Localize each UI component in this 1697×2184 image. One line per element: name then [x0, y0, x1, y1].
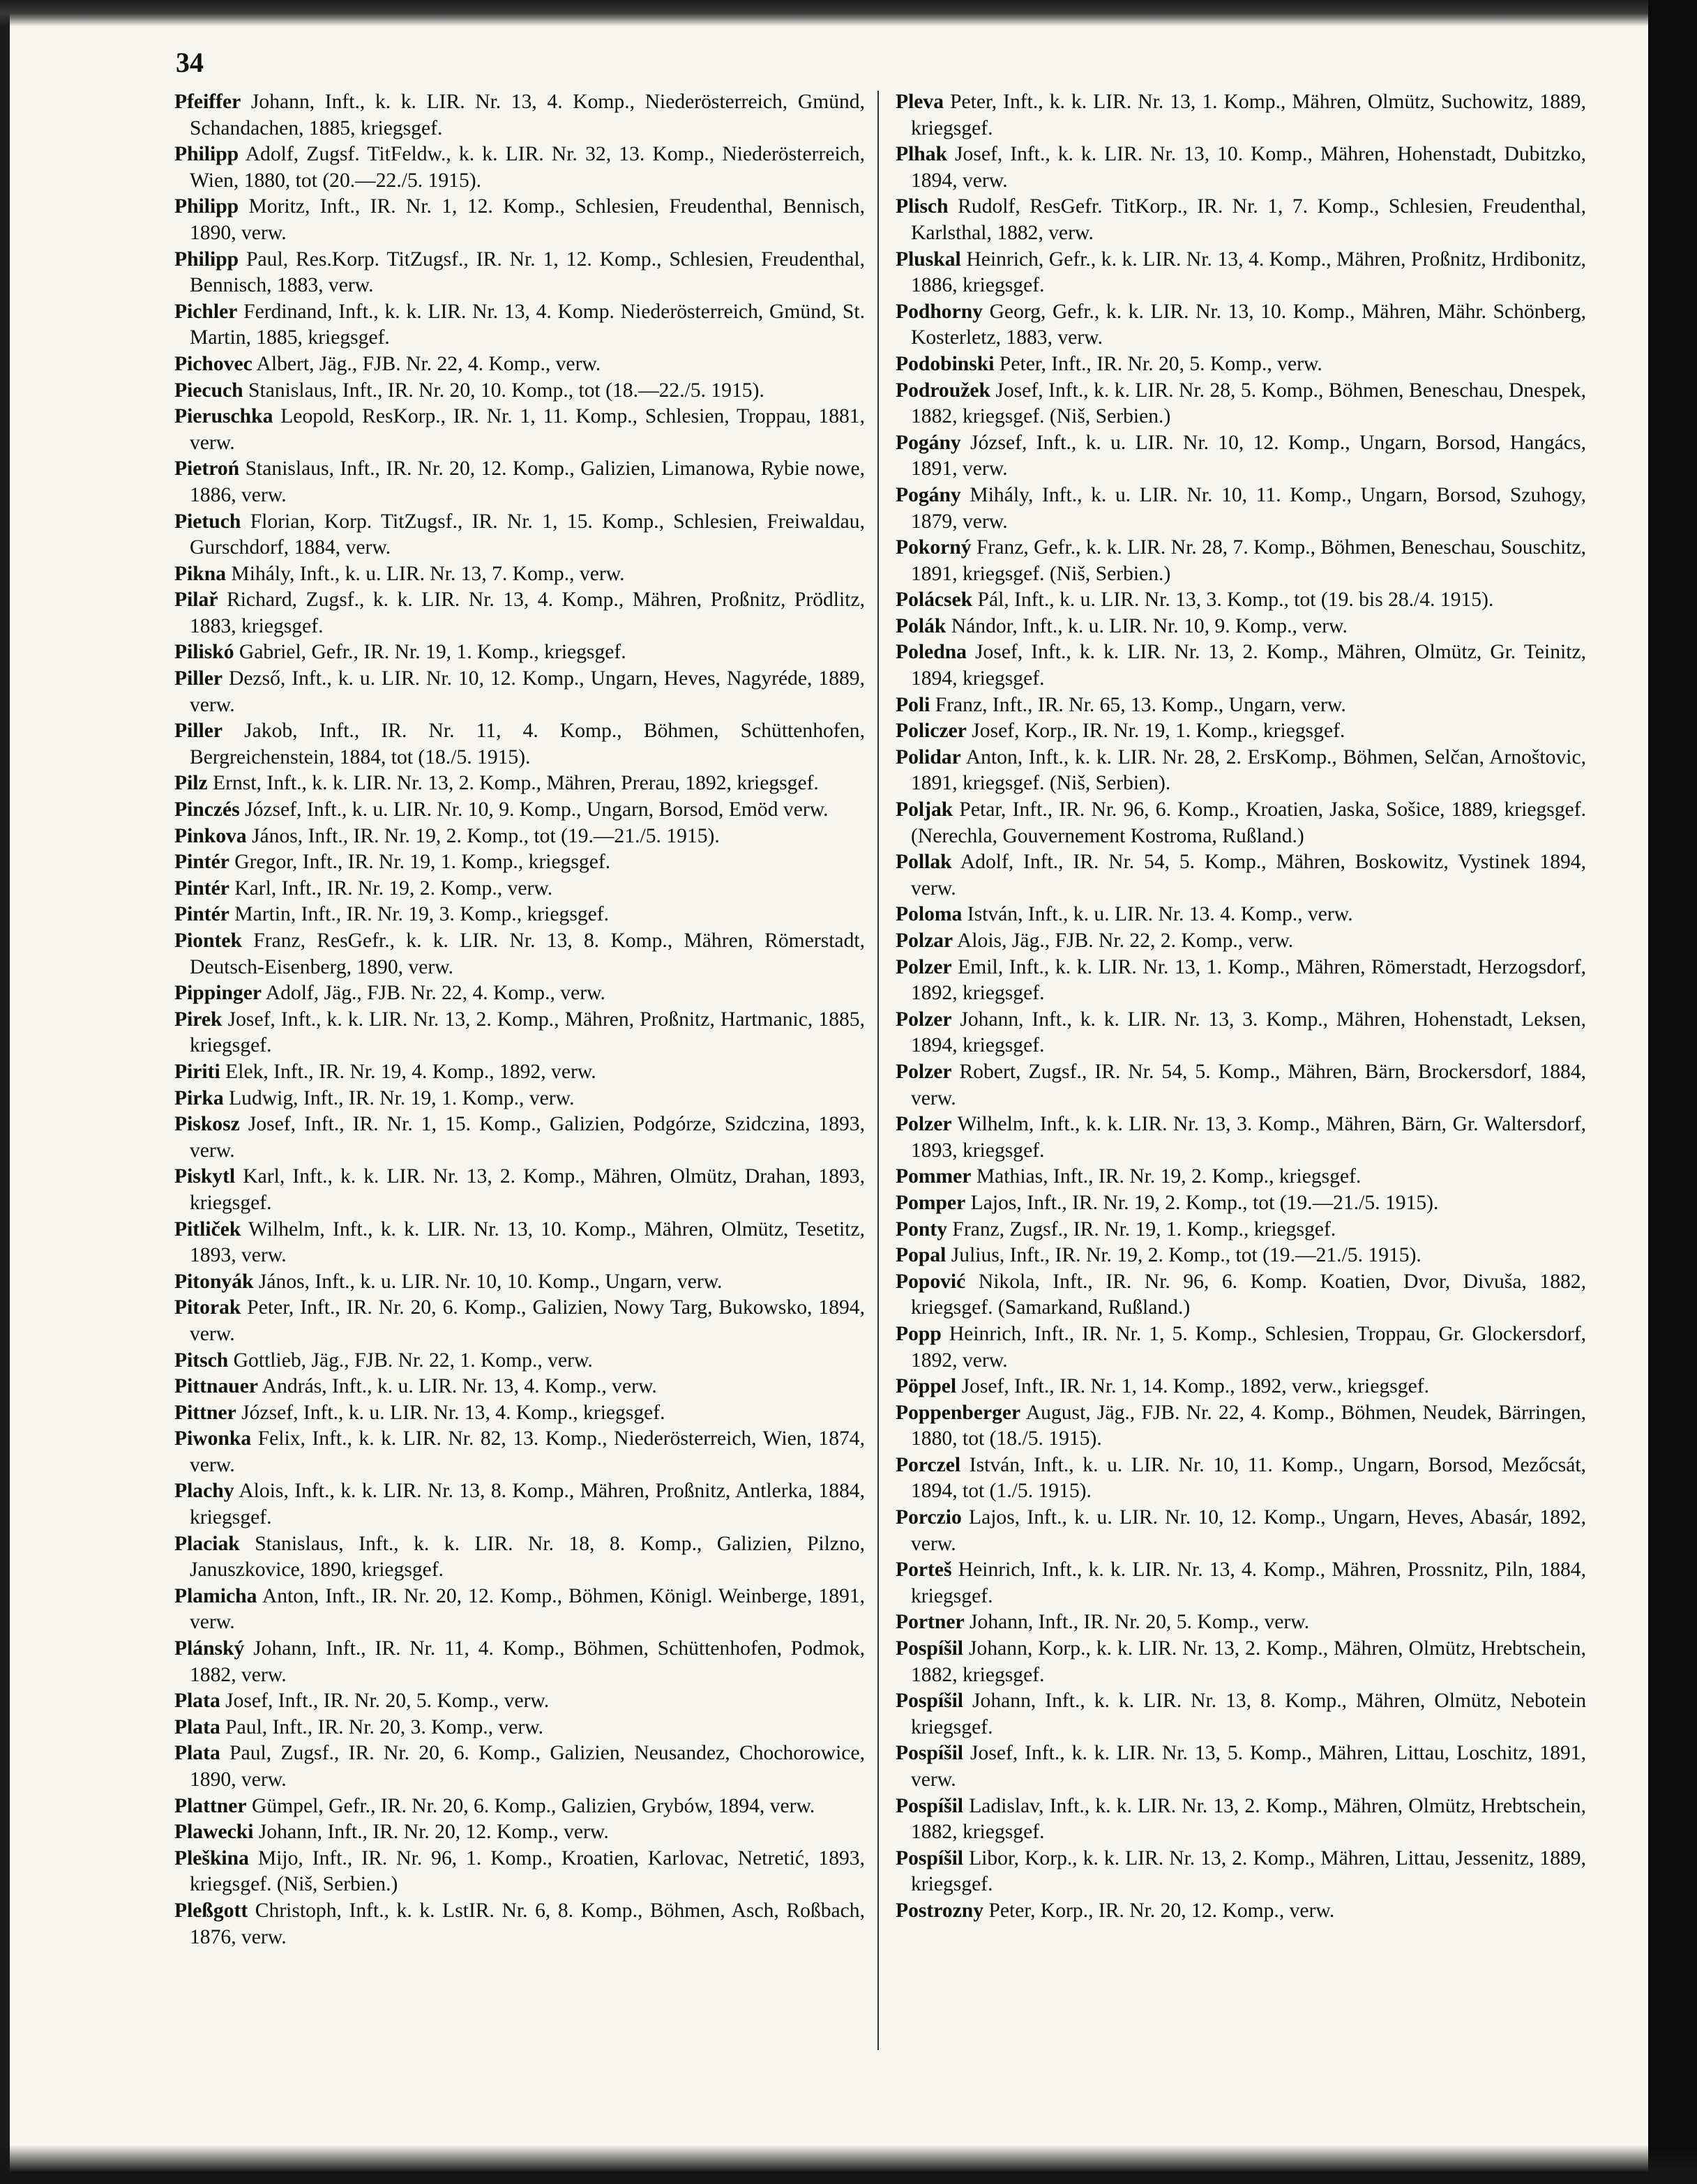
entry-details: Heinrich, Gefr., k. k. LIR. Nr. 13, 4. Komp., Mähren, Proßnitz, Hrdibonitz, 1886, kriegsgef.	[911, 248, 1587, 297]
register-entry	[896, 247, 1586, 299]
entry-details: Nándor, Inft., k. u. LIR. Nr. 10, 9. Komp., verw.	[951, 614, 1348, 637]
register-entry	[174, 1217, 865, 1269]
register-entry	[174, 561, 865, 588]
entry-details: Heinrich, Inft., IR. Nr. 1, 5. Komp., Schlesien, Troppau, Gr. Glockersdorf, 1892, verw.	[911, 1322, 1586, 1372]
register-entry	[896, 1636, 1586, 1688]
entry-surname: Piller	[174, 720, 223, 743]
entry-surname: Polák	[896, 614, 946, 637]
entry-surname: Pleva	[896, 91, 944, 113]
entry-surname: Pintér	[174, 877, 229, 900]
register-entry	[174, 1688, 865, 1715]
entry-details: Johann, Inft., IR. Nr. 20, 5. Komp., verw.	[970, 1611, 1310, 1634]
entry-details: Ladislav, Inft., k. k. LIR. Nr. 13, 2. Komp., Mähren, Olmütz, Hrebtschein, 1882, kriegsgef.	[911, 1794, 1586, 1844]
entry-surname: Philipp	[174, 248, 239, 271]
entry-details: János, Inft., k. u. LIR. Nr. 10, 10. Komp., Ungarn, verw.	[258, 1270, 723, 1293]
entry-details: Josef, Inft., IR. Nr. 1, 14. Komp., 1892, verw., kriegsgef.	[961, 1375, 1429, 1398]
entry-surname: Pikna	[174, 562, 227, 585]
entry-surname: Poloma	[896, 903, 963, 926]
entry-details: Moritz, Inft., IR. Nr. 1, 12. Komp., Schlesien, Freudenthal, Bennisch, 1890, verw.	[190, 195, 865, 244]
entry-details: Anton, Inft., k. k. LIR. Nr. 28, 2. ErsKomp., Böhmen, Selčan, Arnoštovic, 1891, kriegsgef. (Niš, Serbien).	[911, 745, 1586, 795]
entry-surname: Pintér	[174, 851, 229, 874]
entry-details: Gabriel, Gefr., IR. Nr. 19, 1. Komp., kriegsgef.	[239, 641, 626, 664]
entry-details: Peter, Korp., IR. Nr. 20, 12. Komp., verw.	[988, 1899, 1335, 1922]
entry-details: Gregor, Inft., IR. Nr. 19, 1. Komp., kriegsgef.	[234, 851, 611, 874]
entry-details: Josef, Inft., IR. Nr. 20, 5. Komp., verw.	[225, 1690, 550, 1713]
entry-details: Alois, Jäg., FJB. Nr. 22, 2. Komp., verw.	[956, 930, 1294, 952]
register-entry	[896, 1059, 1586, 1112]
entry-details: Mathias, Inft., IR. Nr. 19, 2. Komp., kriegsgef.	[976, 1165, 1362, 1188]
entry-surname: Pitliček	[174, 1218, 241, 1241]
entry-surname: Plattner	[174, 1794, 247, 1817]
register-entry	[896, 797, 1586, 849]
entry-surname: Pilz	[174, 772, 208, 795]
entry-surname: Pospíšil	[896, 1690, 964, 1713]
register-entry	[174, 1741, 865, 1793]
register-entry	[174, 666, 865, 718]
register-entry	[174, 639, 865, 666]
entry-details: Christoph, Inft., k. k. LstIR. Nr. 6, 8. Komp., Böhmen, Asch, Roßbach, 1876, verw.	[190, 1899, 865, 1948]
register-entry	[896, 1321, 1586, 1374]
entry-details: Martin, Inft., IR. Nr. 19, 3. Komp., kriegsgef.	[234, 903, 610, 926]
entry-details: Paul, Inft., IR. Nr. 20, 3. Komp., verw.	[225, 1715, 544, 1738]
entry-surname: Popal	[896, 1244, 946, 1267]
register-entry	[896, 1557, 1586, 1609]
register-entry	[174, 1400, 865, 1427]
column-divider	[877, 91, 879, 2050]
entry-surname: Podroužek	[896, 379, 990, 402]
register-entry	[174, 1348, 865, 1374]
register-entry	[896, 1741, 1586, 1793]
entry-surname: Portner	[896, 1611, 965, 1634]
register-entry	[896, 1846, 1586, 1898]
entry-details: Dezső, Inft., k. u. LIR. Nr. 10, 12. Komp., Ungarn, Heves, Nagyréde, 1889, verw.	[190, 667, 865, 716]
entry-surname: Polzer	[896, 955, 952, 978]
register-entry	[896, 902, 1586, 928]
register-entry	[174, 1636, 865, 1688]
register-entry	[174, 771, 865, 797]
entry-details: Franz, Zugsf., IR. Nr. 19, 1. Komp., kriegsgef.	[952, 1218, 1336, 1241]
entry-surname: Piller	[174, 667, 223, 690]
register-entry	[174, 849, 865, 876]
entry-details: Ferdinand, Inft., k. k. LIR. Nr. 13, 4. Komp. Niederösterreich, Gmünd, St. Martin, 1885, kriegsgef.	[190, 300, 865, 349]
entry-details: Josef, Inft., k. k. LIR. Nr. 13, 5. Komp., Mähren, Littau, Loschitz, 1891, verw.	[911, 1742, 1586, 1791]
register-entry	[896, 1269, 1586, 1321]
entry-details: Ernst, Inft., k. k. LIR. Nr. 13, 2. Komp., Mähren, Prerau, 1892, kriegsgef.	[213, 772, 819, 795]
register-entry	[896, 955, 1586, 1007]
entry-surname: Pieruschka	[174, 405, 273, 428]
register-entry	[896, 1243, 1586, 1269]
entry-surname: Plánský	[174, 1637, 245, 1660]
entry-surname: Pospíšil	[896, 1794, 964, 1817]
entry-surname: Pichovec	[174, 352, 252, 375]
entry-surname: Piecuch	[174, 379, 243, 402]
entry-details: Wilhelm, Inft., k. k. LIR. Nr. 13, 10. Komp., Mähren, Olmütz, Tesetitz, 1893, verw.	[190, 1218, 865, 1267]
entry-surname: Pokorný	[896, 536, 972, 559]
entry-surname: Pietroń	[174, 457, 240, 480]
entry-details: Adolf, Zugsf. TitFeldw., k. k. LIR. Nr. 32, 13. Komp., Niederösterreich, Wien, 1880, tot (20.—22./5. 1915).	[190, 143, 866, 192]
entry-details: József, Inft., k. u. LIR. Nr. 10, 9. Komp., Ungarn, Borsod, Emöd verw.	[245, 798, 829, 821]
entry-surname: Piriti	[174, 1060, 220, 1083]
entry-details: Ludwig, Inft., IR. Nr. 19, 1. Komp., verw.	[229, 1086, 575, 1109]
entry-surname: Placiak	[174, 1532, 240, 1555]
entry-details: Jakob, Inft., IR. Nr. 11, 4. Komp., Böhmen, Schüttenhofen, Bergreichenstein, 1884, tot (18./5. 1915).	[190, 720, 865, 768]
entry-details: Georg, Gefr., k. k. LIR. Nr. 13, 10. Komp., Mähren, Mähr. Schönberg, Kosterletz, 1883, verw.	[911, 300, 1586, 349]
entry-surname: Pfeiffer	[174, 91, 241, 113]
entry-details: Paul, Zugsf., IR. Nr. 20, 6. Komp., Galizien, Neusandez, Chochorowice, 1890, verw.	[190, 1742, 865, 1791]
entry-details: Robert, Zugsf., IR. Nr. 54, 5. Komp., Mähren, Bärn, Brockersdorf, 1884, verw.	[911, 1060, 1586, 1109]
entry-details: Petar, Inft., IR. Nr. 96, 6. Komp., Kroatien, Jaska, Sošice, 1889, kriegsgef. (Nerechla, Gouvernement Kostroma, Rußland.)	[911, 798, 1586, 847]
entry-surname: Piskosz	[174, 1113, 240, 1136]
register-entry	[174, 1794, 865, 1820]
register-entry	[174, 718, 865, 771]
entry-details: Franz, ResGefr., k. k. LIR. Nr. 13, 8. Komp., Mähren, Römerstadt, Deutsch-Eisenberg, 1890, verw.	[190, 930, 865, 978]
register-entry	[174, 247, 865, 299]
entry-details: Mihály, Inft., k. u. LIR. Nr. 13, 7. Komp., verw.	[231, 562, 625, 585]
entry-surname: Plata	[174, 1715, 220, 1738]
entry-surname: Pirek	[174, 1008, 223, 1031]
register-entry	[896, 535, 1586, 587]
entry-surname: Porczio	[896, 1506, 962, 1529]
entry-details: Heinrich, Inft., k. k. LIR. Nr. 13, 4. Komp., Mähren, Prossnitz, Piln, 1884, kriegsgef.	[911, 1559, 1586, 1607]
register-entry	[174, 89, 865, 142]
register-entry	[896, 89, 1586, 142]
register-entry	[896, 1609, 1586, 1636]
entry-details: Karl, Inft., IR. Nr. 19, 2. Komp., verw.	[234, 877, 553, 900]
register-entry	[174, 1584, 865, 1636]
entry-surname: Philipp	[174, 143, 239, 166]
register-entry	[896, 1400, 1586, 1453]
entry-surname: Pintér	[174, 903, 229, 926]
scan-border-right	[1648, 0, 1697, 2184]
entry-surname: Poljak	[896, 798, 953, 821]
register-entry	[896, 849, 1586, 902]
entry-surname: Piskytl	[174, 1165, 236, 1188]
entry-surname: Pospíšil	[896, 1846, 964, 1870]
entry-details: Julius, Inft., IR. Nr. 19, 2. Komp., tot (19.—21./5. 1915).	[951, 1244, 1421, 1267]
entry-details: István, Inft., k. u. LIR. Nr. 13. 4. Komp., verw.	[967, 903, 1353, 926]
entry-surname: Pittner	[174, 1401, 236, 1424]
register-entry	[896, 430, 1586, 483]
entry-details: Pál, Inft., k. u. LIR. Nr. 13, 3. Komp., tot (19. bis 28./4. 1915).	[977, 589, 1494, 612]
entry-surname: Plachy	[174, 1480, 234, 1503]
register-entry	[896, 378, 1586, 430]
entry-details: Peter, Inft., IR. Nr. 20, 5. Komp., verw.	[999, 352, 1322, 375]
entry-details: Anton, Inft., IR. Nr. 20, 12. Komp., Böhmen, Königl. Weinberge, 1891, verw.	[190, 1584, 866, 1634]
entry-details: Mihály, Inft., k. u. LIR. Nr. 10, 11. Komp., Ungarn, Borsod, Szuhogy, 1879, verw.	[911, 483, 1586, 533]
register-entry	[896, 745, 1586, 797]
entry-details: Florian, Korp. TitZugsf., IR. Nr. 1, 15. Komp., Schlesien, Freiwaldau, Gurschdorf, 1884, verw.	[190, 510, 865, 559]
entry-surname: Podobinski	[896, 352, 995, 375]
left-column	[174, 89, 865, 1950]
register-entry	[174, 587, 865, 639]
entry-details: Stanislaus, Inft., IR. Nr. 20, 12. Komp., Galizien, Limanowa, Rybie nowe, 1886, verw.	[190, 457, 865, 506]
entry-details: Johann, Inft., IR. Nr. 20, 12. Komp., verw.	[258, 1821, 609, 1844]
register-entry	[174, 1059, 865, 1086]
entry-surname: Piwonka	[174, 1427, 252, 1450]
entry-details: Franz, Inft., IR. Nr. 65, 13. Komp., Ungarn, verw.	[935, 693, 1346, 716]
register-entry	[174, 928, 865, 980]
entry-details: Peter, Inft., k. k. LIR. Nr. 13, 1. Komp., Mähren, Olmütz, Suchowitz, 1889, kriegsgef.	[911, 91, 1586, 139]
entry-surname: Pichler	[174, 300, 238, 323]
entry-surname: Poppenberger	[896, 1401, 1021, 1424]
entry-details: Karl, Inft., k. k. LIR. Nr. 13, 2. Komp., Mähren, Olmütz, Drahan, 1893, kriegsgef.	[190, 1165, 865, 1214]
register-entry	[896, 1688, 1586, 1741]
register-entry	[174, 1007, 865, 1059]
register-entry	[896, 1898, 1586, 1925]
entry-surname: Piliskó	[174, 641, 234, 664]
entry-surname: Pollak	[896, 851, 952, 874]
register-entry	[174, 1086, 865, 1112]
register-entry	[174, 299, 865, 351]
entry-details: József, Inft., k. u. LIR. Nr. 10, 12. Komp., Ungarn, Borsod, Hangács, 1891, verw.	[911, 431, 1586, 480]
entry-details: Paul, Res.Korp. TitZugsf., IR. Nr. 1, 12. Komp., Schlesien, Freudenthal, Bennisch, 1883, verw.	[190, 248, 865, 297]
entry-surname: Pomper	[896, 1191, 966, 1214]
register-entry	[896, 194, 1586, 246]
entry-details: Elek, Inft., IR. Nr. 19, 4. Komp., 1892, verw.	[225, 1060, 596, 1083]
entry-details: Adolf, Inft., IR. Nr. 54, 5. Komp., Mähren, Boskowitz, Vystinek 1894, verw.	[911, 851, 1587, 900]
entry-surname: Pleškina	[174, 1846, 249, 1870]
register-entry	[174, 1426, 865, 1478]
register-entry	[174, 378, 865, 404]
entry-surname: Polzer	[896, 1113, 952, 1136]
entry-details: Wilhelm, Inft., k. k. LIR. Nr. 13, 3. Komp., Mähren, Bärn, Gr. Waltersdorf, 1893, kriegsgef.	[911, 1113, 1586, 1162]
entry-details: Johann, Korp., k. k. LIR. Nr. 13, 2. Komp., Mähren, Olmütz, Hrebtschein, 1882, kriegsgef.	[911, 1637, 1586, 1686]
entry-surname: Pitorak	[174, 1296, 241, 1319]
entry-details: Johann, Inft., k. k. LIR. Nr. 13, 8. Komp., Mähren, Olmütz, Nebotein kriegsgef.	[911, 1690, 1587, 1738]
entry-surname: Pommer	[896, 1165, 972, 1188]
entry-details: Josef, Korp., IR. Nr. 19, 1. Komp., kriegsgef.	[972, 720, 1345, 743]
entry-surname: Pitsch	[174, 1349, 229, 1372]
register-entry	[896, 1164, 1586, 1190]
entry-surname: Pinkova	[174, 824, 247, 847]
register-entry	[174, 1846, 865, 1898]
register-entry	[174, 876, 865, 902]
entry-surname: Pittnauer	[174, 1375, 258, 1398]
entry-details: József, Inft., k. u. LIR. Nr. 13, 4. Komp., kriegsgef.	[241, 1401, 665, 1424]
register-entry	[174, 980, 865, 1007]
entry-surname: Pogány	[896, 431, 961, 454]
register-entry	[174, 142, 865, 194]
entry-surname: Polidar	[896, 745, 961, 768]
entry-surname: Ponty	[896, 1218, 947, 1241]
register-entry	[174, 351, 865, 378]
register-entry	[174, 902, 865, 928]
entry-details: Albert, Jäg., FJB. Nr. 22, 4. Komp., verw.	[256, 352, 601, 375]
entry-surname: Polzer	[896, 1008, 952, 1031]
entry-surname: Pietuch	[174, 510, 241, 533]
entry-surname: Pirka	[174, 1086, 224, 1109]
entry-details: Josef, Inft., IR. Nr. 1, 15. Komp., Galizien, Podgórze, Szidczina, 1893, verw.	[190, 1113, 866, 1162]
entry-surname: Policzer	[896, 720, 967, 743]
entry-details: Lajos, Inft., IR. Nr. 19, 2. Komp., tot (19.—21./5. 1915).	[970, 1191, 1439, 1214]
register-entry	[174, 1898, 865, 1950]
entry-surname: Pilař	[174, 589, 218, 612]
entry-details: Mijo, Inft., IR. Nr. 96, 1. Komp., Kroatien, Karlovac, Netretić, 1893, kriegsgef. (Niš, Serbien.)	[190, 1846, 865, 1896]
entry-surname: Podhorny	[896, 300, 983, 323]
entry-details: August, Jäg., FJB. Nr. 22, 4. Komp., Böhmen, Neudek, Bärringen, 1880, tot (18./5. 1915).	[911, 1401, 1586, 1450]
right-column	[896, 89, 1586, 1925]
register-entry	[174, 1164, 865, 1216]
register-entry	[174, 1819, 865, 1846]
entry-details: Stanislaus, Inft., k. k. LIR. Nr. 18, 8. Komp., Galizien, Pilzno, Januszkovice, 1890, kriegsgef.	[190, 1532, 865, 1582]
register-entry	[174, 456, 865, 508]
register-entry	[896, 483, 1586, 535]
entry-details: Gottlieb, Jäg., FJB. Nr. 22, 1. Komp., verw.	[233, 1349, 593, 1372]
entry-details: Josef, Inft., k. k. LIR. Nr. 13, 2. Komp., Mähren, Olmütz, Gr. Teinitz, 1894, kriegsgef.	[911, 641, 1586, 690]
entry-details: Josef, Inft., k. k. LIR. Nr. 13, 10. Komp., Mähren, Hohenstadt, Dubitzko, 1894, verw.	[911, 143, 1586, 192]
entry-surname: Plhak	[896, 143, 948, 166]
register-entry	[896, 928, 1586, 955]
entry-details: Alois, Inft., k. k. LIR. Nr. 13, 8. Komp., Mähren, Proßnitz, Antlerka, 1884, kriegsgef.	[190, 1480, 865, 1529]
entry-surname: Poli	[896, 693, 930, 716]
register-entry	[896, 1112, 1586, 1164]
entry-details: Johann, Inft., k. k. LIR. Nr. 13, 3. Komp., Mähren, Hohenstadt, Leksen, 1894, kriegsgef.	[911, 1008, 1586, 1057]
register-entry	[174, 1269, 865, 1296]
entry-surname: Pinczés	[174, 798, 240, 821]
entry-surname: Piontek	[174, 930, 243, 952]
register-entry	[896, 1794, 1586, 1846]
entry-details: Richard, Zugsf., k. k. LIR. Nr. 13, 4. Komp., Mähren, Proßnitz, Prödlitz, 1883, kriegsgef.	[190, 589, 865, 637]
entry-surname: Polzer	[896, 1060, 952, 1083]
entry-details: Felix, Inft., k. k. LIR. Nr. 82, 13. Komp., Niederösterreich, Wien, 1874, verw.	[190, 1427, 865, 1476]
register-entry	[174, 824, 865, 850]
register-entry	[896, 1217, 1586, 1243]
entry-surname: Pöppel	[896, 1375, 957, 1398]
entry-surname: Pleßgott	[174, 1899, 248, 1922]
entry-details: András, Inft., k. u. LIR. Nr. 13, 4. Komp., verw.	[262, 1375, 657, 1398]
register-entry	[174, 509, 865, 561]
entry-surname: Pospíšil	[896, 1637, 964, 1660]
entry-surname: Pluskal	[896, 248, 961, 271]
entry-details: Josef, Inft., k. k. LIR. Nr. 13, 2. Komp., Mähren, Proßnitz, Hartmanic, 1885, kriegsgef.	[190, 1008, 865, 1057]
register-entry	[174, 1478, 865, 1531]
entry-surname: Pippinger	[174, 982, 262, 1005]
entry-surname: Plawecki	[174, 1821, 254, 1844]
entry-surname: Polácsek	[896, 589, 973, 612]
entry-details: Lajos, Inft., k. u. LIR. Nr. 10, 12. Komp., Ungarn, Heves, Abasár, 1892, verw.	[911, 1506, 1587, 1555]
register-entry	[896, 299, 1586, 351]
entry-surname: Popović	[896, 1270, 966, 1293]
register-entry	[896, 614, 1586, 640]
entry-details: Rudolf, ResGefr. TitKorp., IR. Nr. 1, 7. Komp., Schlesien, Freudenthal, Karlsthal, 1882, verw.	[911, 195, 1586, 244]
entry-details: Johann, Inft., k. k. LIR. Nr. 13, 4. Komp., Niederösterreich, Gmünd, Schandachen, 1885, kriegsgef.	[190, 91, 865, 139]
register-entry	[896, 351, 1586, 378]
entry-details: Johann, Inft., IR. Nr. 11, 4. Komp., Böhmen, Schüttenhofen, Podmok, 1882, verw.	[190, 1637, 865, 1686]
entry-surname: Plisch	[896, 195, 949, 218]
entry-surname: Polzar	[896, 930, 953, 952]
register-entry	[174, 1715, 865, 1741]
register-entry	[174, 1295, 865, 1347]
register-entry	[896, 1190, 1586, 1217]
entry-details: István, Inft., k. u. LIR. Nr. 10, 11. Komp., Ungarn, Borsod, Mezőcsát, 1894, tot (1./5. 1915).	[911, 1453, 1586, 1503]
entry-surname: Philipp	[174, 195, 239, 218]
register-entry	[896, 587, 1586, 614]
entry-details: Franz, Gefr., k. k. LIR. Nr. 28, 7. Komp., Böhmen, Beneschau, Souschitz, 1891, kriegsgef. (Niš, Serbien.)	[911, 536, 1586, 585]
entry-surname: Plamicha	[174, 1584, 257, 1607]
page-number: 34	[176, 47, 204, 78]
entry-surname: Porczel	[896, 1453, 961, 1476]
entry-details: Adolf, Jäg., FJB. Nr. 22, 4. Komp., verw.	[265, 982, 605, 1005]
register-entry	[896, 1374, 1586, 1400]
entry-surname: Pitonyák	[174, 1270, 254, 1293]
entry-details: Stanislaus, Inft., IR. Nr. 20, 10. Komp., tot (18.—22./5. 1915).	[248, 379, 764, 402]
register-entry	[896, 142, 1586, 194]
register-entry	[896, 1007, 1586, 1059]
entry-details: János, Inft., IR. Nr. 19, 2. Komp., tot (19.—21./5. 1915).	[252, 824, 720, 847]
register-entry	[174, 797, 865, 824]
scan-border-top	[0, 0, 1697, 26]
entry-surname: Pogány	[896, 483, 961, 506]
entry-surname: Postrozny	[896, 1899, 984, 1922]
register-entry	[896, 692, 1586, 719]
entry-details: Gümpel, Gefr., IR. Nr. 20, 6. Komp., Galizien, Grybów, 1894, verw.	[251, 1794, 815, 1817]
scan-border-left	[0, 0, 10, 2184]
entry-details: Peter, Inft., IR. Nr. 20, 6. Komp., Galizien, Nowy Targ, Bukowsko, 1894, verw.	[190, 1296, 865, 1345]
entry-surname: Poledna	[896, 641, 967, 664]
entry-details: Nikola, Inft., IR. Nr. 96, 6. Komp. Koatien, Dvor, Divuša, 1882, kriegsgef. (Samarkand, Rußland.)	[911, 1270, 1586, 1319]
entry-details: Libor, Korp., k. k. LIR. Nr. 13, 2. Komp., Mähren, Littau, Jessenitz, 1889, kriegsgef.	[911, 1846, 1587, 1896]
entry-surname: Popp	[896, 1322, 942, 1345]
register-entry	[896, 1505, 1586, 1557]
register-entry	[896, 1453, 1586, 1505]
register-entry	[174, 1374, 865, 1400]
entry-details: Josef, Inft., k. k. LIR. Nr. 28, 5. Komp., Böhmen, Beneschau, Dnespek, 1882, kriegsgef. (Niš, Serbien.)	[911, 379, 1586, 428]
register-entry	[174, 1531, 865, 1584]
entry-details: Emil, Inft., k. k. LIR. Nr. 13, 1. Komp., Mähren, Römerstadt, Herzogsdorf, 1892, kriegsgef.	[911, 955, 1586, 1005]
register-entry	[174, 1112, 865, 1164]
register-entry	[896, 639, 1586, 692]
entry-surname: Plata	[174, 1690, 220, 1713]
entry-surname: Porteš	[896, 1559, 952, 1582]
entry-details: Leopold, ResKorp., IR. Nr. 1, 11. Komp., Schlesien, Troppau, 1881, verw.	[190, 405, 865, 454]
register-entry	[174, 194, 865, 246]
entry-surname: Pospíšil	[896, 1742, 964, 1765]
register-entry	[896, 718, 1586, 745]
scan-border-bottom	[0, 2145, 1697, 2184]
entry-surname: Plata	[174, 1742, 220, 1765]
register-entry	[174, 404, 865, 456]
